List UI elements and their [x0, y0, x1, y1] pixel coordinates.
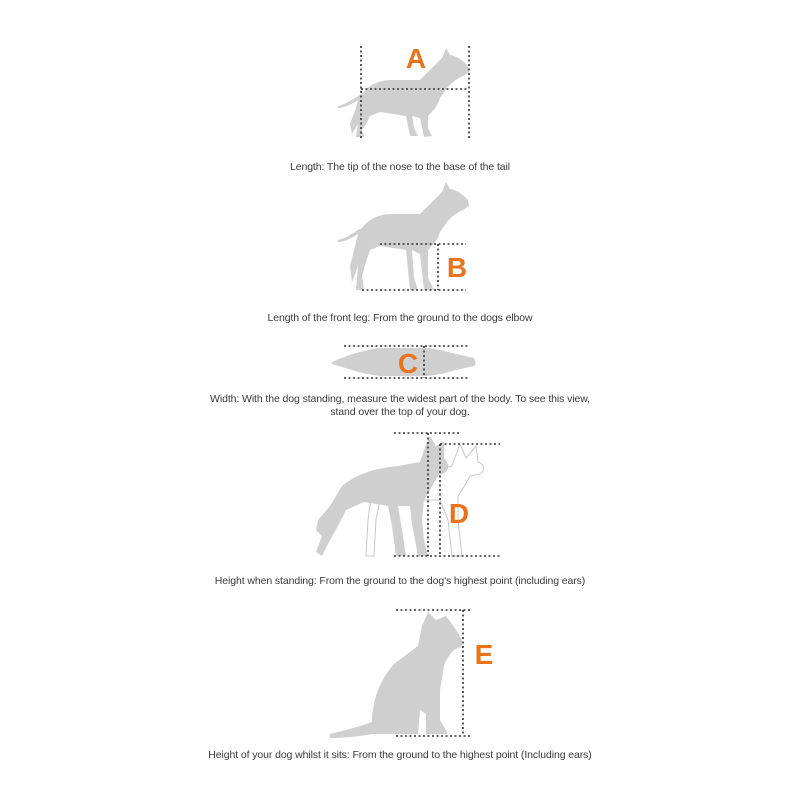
figure-d — [316, 433, 500, 556]
figure-c — [332, 346, 476, 379]
figure-e — [330, 610, 493, 738]
letter-c: C — [397, 348, 419, 379]
letter-d: D — [448, 498, 470, 529]
caption-b: Length of the front leg: From the ground to the dogs elbow — [267, 312, 533, 324]
caption-d: Height when standing: From the ground to the dog's highest point (including ears) — [214, 575, 586, 587]
caption-a: Length: The tip of the nose to the base of the tail — [289, 161, 511, 173]
figure-a — [338, 43, 469, 140]
caption-c-line2: stand over the top of your dog. — [330, 406, 470, 418]
dog-silhouette-e — [330, 612, 462, 738]
letter-a: A — [405, 43, 427, 74]
caption-e: Height of your dog whilst it sits: From the ground to the highest point (Including ears) — [208, 749, 592, 761]
caption-c-line1: Width: With the dog standing, measure the widest part of the body. To see this view, — [210, 393, 590, 405]
figure-b — [338, 182, 469, 290]
dog-silhouette-a — [338, 48, 469, 137]
letter-e: E — [474, 639, 494, 670]
letter-b: B — [446, 252, 468, 283]
